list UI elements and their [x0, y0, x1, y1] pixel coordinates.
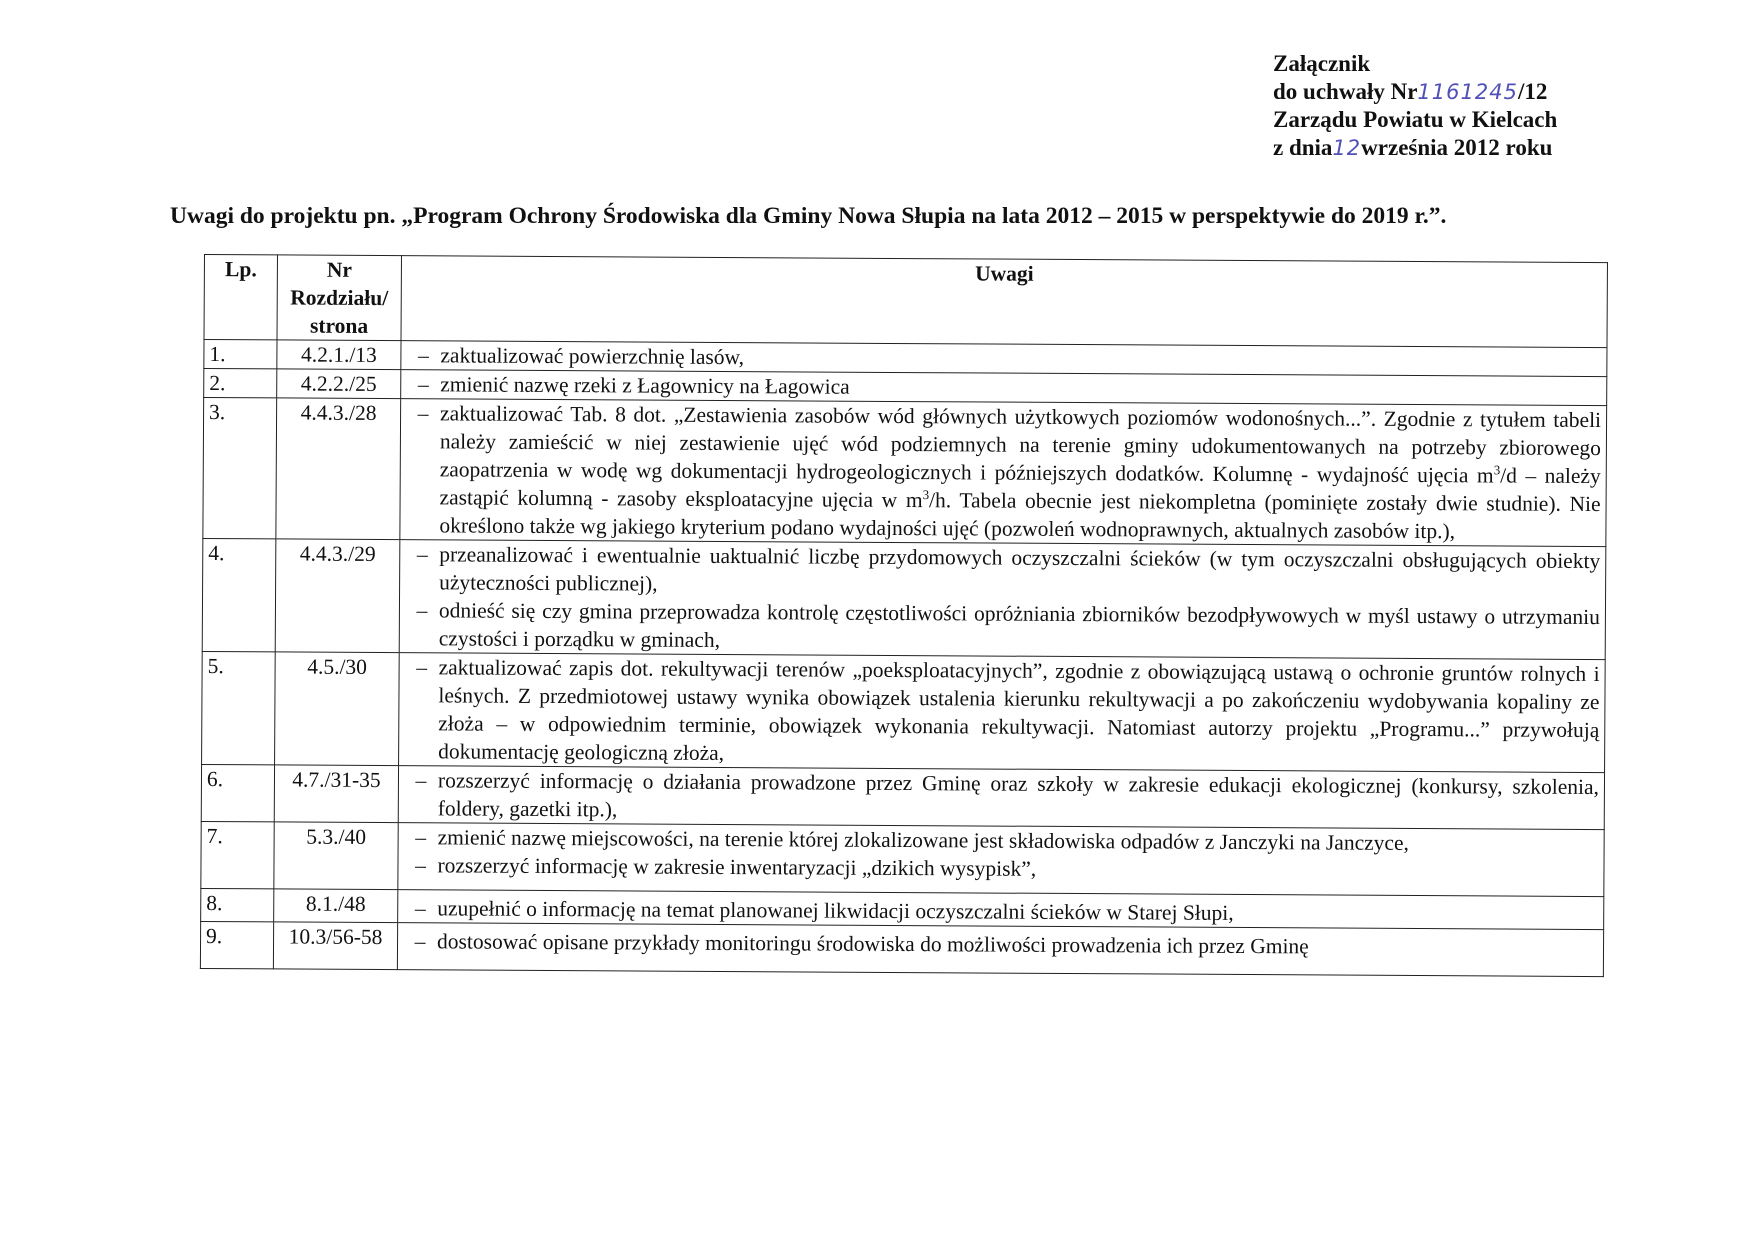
table-row — [202, 651, 1606, 772]
date-prefix: z dnia — [1273, 135, 1333, 160]
remark-text: rozszerzyć informację o działania prowadzone przez Gminę oraz szkoły w zakresie edukacji ekologicznej (konkursy, szkolenia, foldery, gazetki itp.), — [437, 768, 1600, 822]
bullet-dash: – — [415, 768, 427, 793]
table-row — [201, 821, 1604, 896]
row-number: 9. — [200, 921, 273, 968]
remarks-table — [200, 254, 1608, 977]
remark-text: odnieść się czy gmina przeprowadza kontrolę częstotliwości opróżniania zbiorników bezodpływowych w myśl ustawy o utrzymaniu czystości i porządku w gminach, — [438, 598, 1601, 652]
remarks-cell — [399, 540, 1606, 660]
remarks-cell — [397, 923, 1603, 977]
row-number: 3. — [203, 398, 277, 539]
row-number: 8. — [201, 888, 274, 921]
table-row — [202, 538, 1606, 659]
date-suffix: września 2012 roku — [1361, 135, 1553, 160]
remarks-cell — [399, 653, 1606, 773]
bullet-dash: – — [415, 853, 426, 878]
row-number: 1. — [204, 340, 277, 369]
chapter-page: 4.4.3./28 — [276, 398, 401, 540]
remark-text: przeanalizować i ewentualnie uaktualnić liczbę przydomowych oczyszczalni ścieków (w tym oczyszczalni obsługujących obiekty użyteczności publicznej), — [439, 542, 1601, 596]
chapter-header-line: Nr — [326, 257, 353, 282]
column-header-remarks: Uwagi — [401, 256, 1607, 348]
remarks-cell — [398, 766, 1604, 830]
remark-text-part: /h. Tabela obecnie jest niekompletna (pominięte zostały dwie studnie). Nie określono także wg jakiego kryterium podano wydajności ujęć (pozwoleń wodnoprawnych, aktualnych zasobów itp.), — [439, 488, 1601, 544]
attachment-label: Załącznik — [1273, 51, 1371, 76]
remark-item — [404, 653, 1600, 772]
remark-text-part: zaktualizować Tab. 8 dot. „Zestawienia zasobów wód głównych użytkowych poziomów wodonośnych...”. Zgodnie z tytułem tabeli należy zamieścić w niej zestawienie ujęć wód podziemnych na terenie gminy udokumentowanych na potrzeby zbiorowego zaopatrzenia w wodę wg dokumentacji hydrogeologicznych i późniejszych dodatków. Kolumnę - wydajność ujęcia m — [439, 401, 1602, 488]
row-number: 2. — [204, 369, 277, 398]
bullet-dash: – — [416, 598, 428, 623]
remark-text: zmienić nazwę miejscowości, na terenie której zlokalizowane jest składowiska odpadów z Janczyki na Janczyce, — [437, 825, 1410, 855]
bullet-dash: – — [417, 372, 429, 397]
remark-text: dostosować opisane przykłady monitoringu środowiska do możliwości prowadzenia ich przez Gminę — [436, 929, 1309, 959]
row-number: 5. — [202, 651, 276, 764]
table-row — [203, 398, 1607, 547]
remark-text: zaktualizować zapis dot. rekultywacji terenów „poeksploatacyjnych”, zgodnie z obowiązującą ustawą o ochronie gruntów rolnych i leśnych. Z przedmiotowej ustawy wynika obowiązek ustalenia kierunku rekultywacji a po zakończeniu wydobywania kopaliny ze złoża – w odpowiednim terminie, obowiązek wykonania rekultywacji. Natomiast autorzy projektu „Programu...” przywołują dokumentację geologiczną złoża, — [438, 655, 1600, 766]
superscript: 3 — [1493, 462, 1501, 478]
column-header-chapter — [277, 255, 401, 341]
bullet-dash: – — [416, 542, 428, 567]
resolution-number-line — [1273, 78, 1557, 106]
chapter-header-line: Rozdziału/ — [290, 285, 389, 311]
chapter-page: 4.2.2./25 — [277, 369, 401, 399]
remark-item — [404, 766, 1599, 829]
chapter-page: 10.3/56-58 — [273, 922, 397, 970]
row-number: 4. — [202, 538, 276, 651]
chapter-page: 4.4.3./29 — [275, 539, 400, 653]
resolution-prefix: do uchwały Nr — [1273, 79, 1418, 104]
remark-text: zmienić nazwę rzeki z Łagownicy na Łagowica — [440, 372, 850, 399]
bullet-dash: – — [416, 655, 428, 680]
remark-item — [405, 596, 1600, 659]
chapter-page: 4.5./30 — [275, 652, 400, 766]
chapter-page: 8.1./48 — [274, 889, 398, 923]
remark-item — [405, 540, 1600, 603]
row-number: 7. — [201, 821, 274, 888]
remark-text: uzupełnić o informację na temat planowanej likwidacji oczyszczalni ścieków w Starej Słupi, — [437, 896, 1234, 925]
chapter-page: 4.2.1./13 — [277, 340, 401, 370]
bullet-dash: – — [414, 896, 426, 921]
remarks-cell — [400, 399, 1607, 547]
bullet-dash: – — [415, 825, 427, 850]
chapter-header-line: strona — [309, 313, 369, 338]
bullet-dash: – — [417, 343, 429, 368]
document-title: Uwagi do projektu pn. „Program Ochrony Środowiska dla Gminy Nowa Słupia na lata 2012 – 2015 w perspektywie do 2019 r.”. — [170, 203, 1447, 229]
remark-text: zaktualizować powierzchnię lasów, — [440, 343, 745, 370]
table-row — [201, 764, 1604, 829]
remark-item — [403, 927, 1598, 962]
remark-item — [403, 851, 1598, 886]
column-header-lp: Lp. — [204, 255, 277, 340]
table-row — [200, 921, 1603, 976]
row-number: 6. — [201, 764, 274, 821]
resolution-suffix: /12 — [1517, 79, 1548, 104]
remarks-cell — [398, 823, 1604, 897]
chapter-page: 4.7./31-35 — [274, 765, 398, 823]
superscript: 3 — [922, 486, 930, 503]
attachment-header — [1273, 50, 1557, 162]
remark-text: rozszerzyć informację w zakresie inwentaryzacji „dzikich wysypisk”, — [437, 853, 1037, 881]
handwritten-resolution-number: 1161245 — [1417, 80, 1518, 104]
remark-text-part: /d – należy zastąpić kolumną - zasoby eksploatacyjne ujęcia w m — [439, 463, 1601, 513]
table-header-row — [204, 255, 1607, 348]
bullet-dash: – — [417, 401, 429, 426]
handwritten-day: 12 — [1332, 136, 1362, 160]
remark-item — [405, 399, 1601, 546]
chapter-page: 5.3./40 — [274, 822, 398, 890]
bullet-dash: – — [414, 929, 426, 954]
resolution-date-line — [1273, 134, 1557, 162]
remark-text — [439, 399, 1601, 546]
issuing-body: Zarządu Powiatu w Kielcach — [1273, 107, 1558, 132]
